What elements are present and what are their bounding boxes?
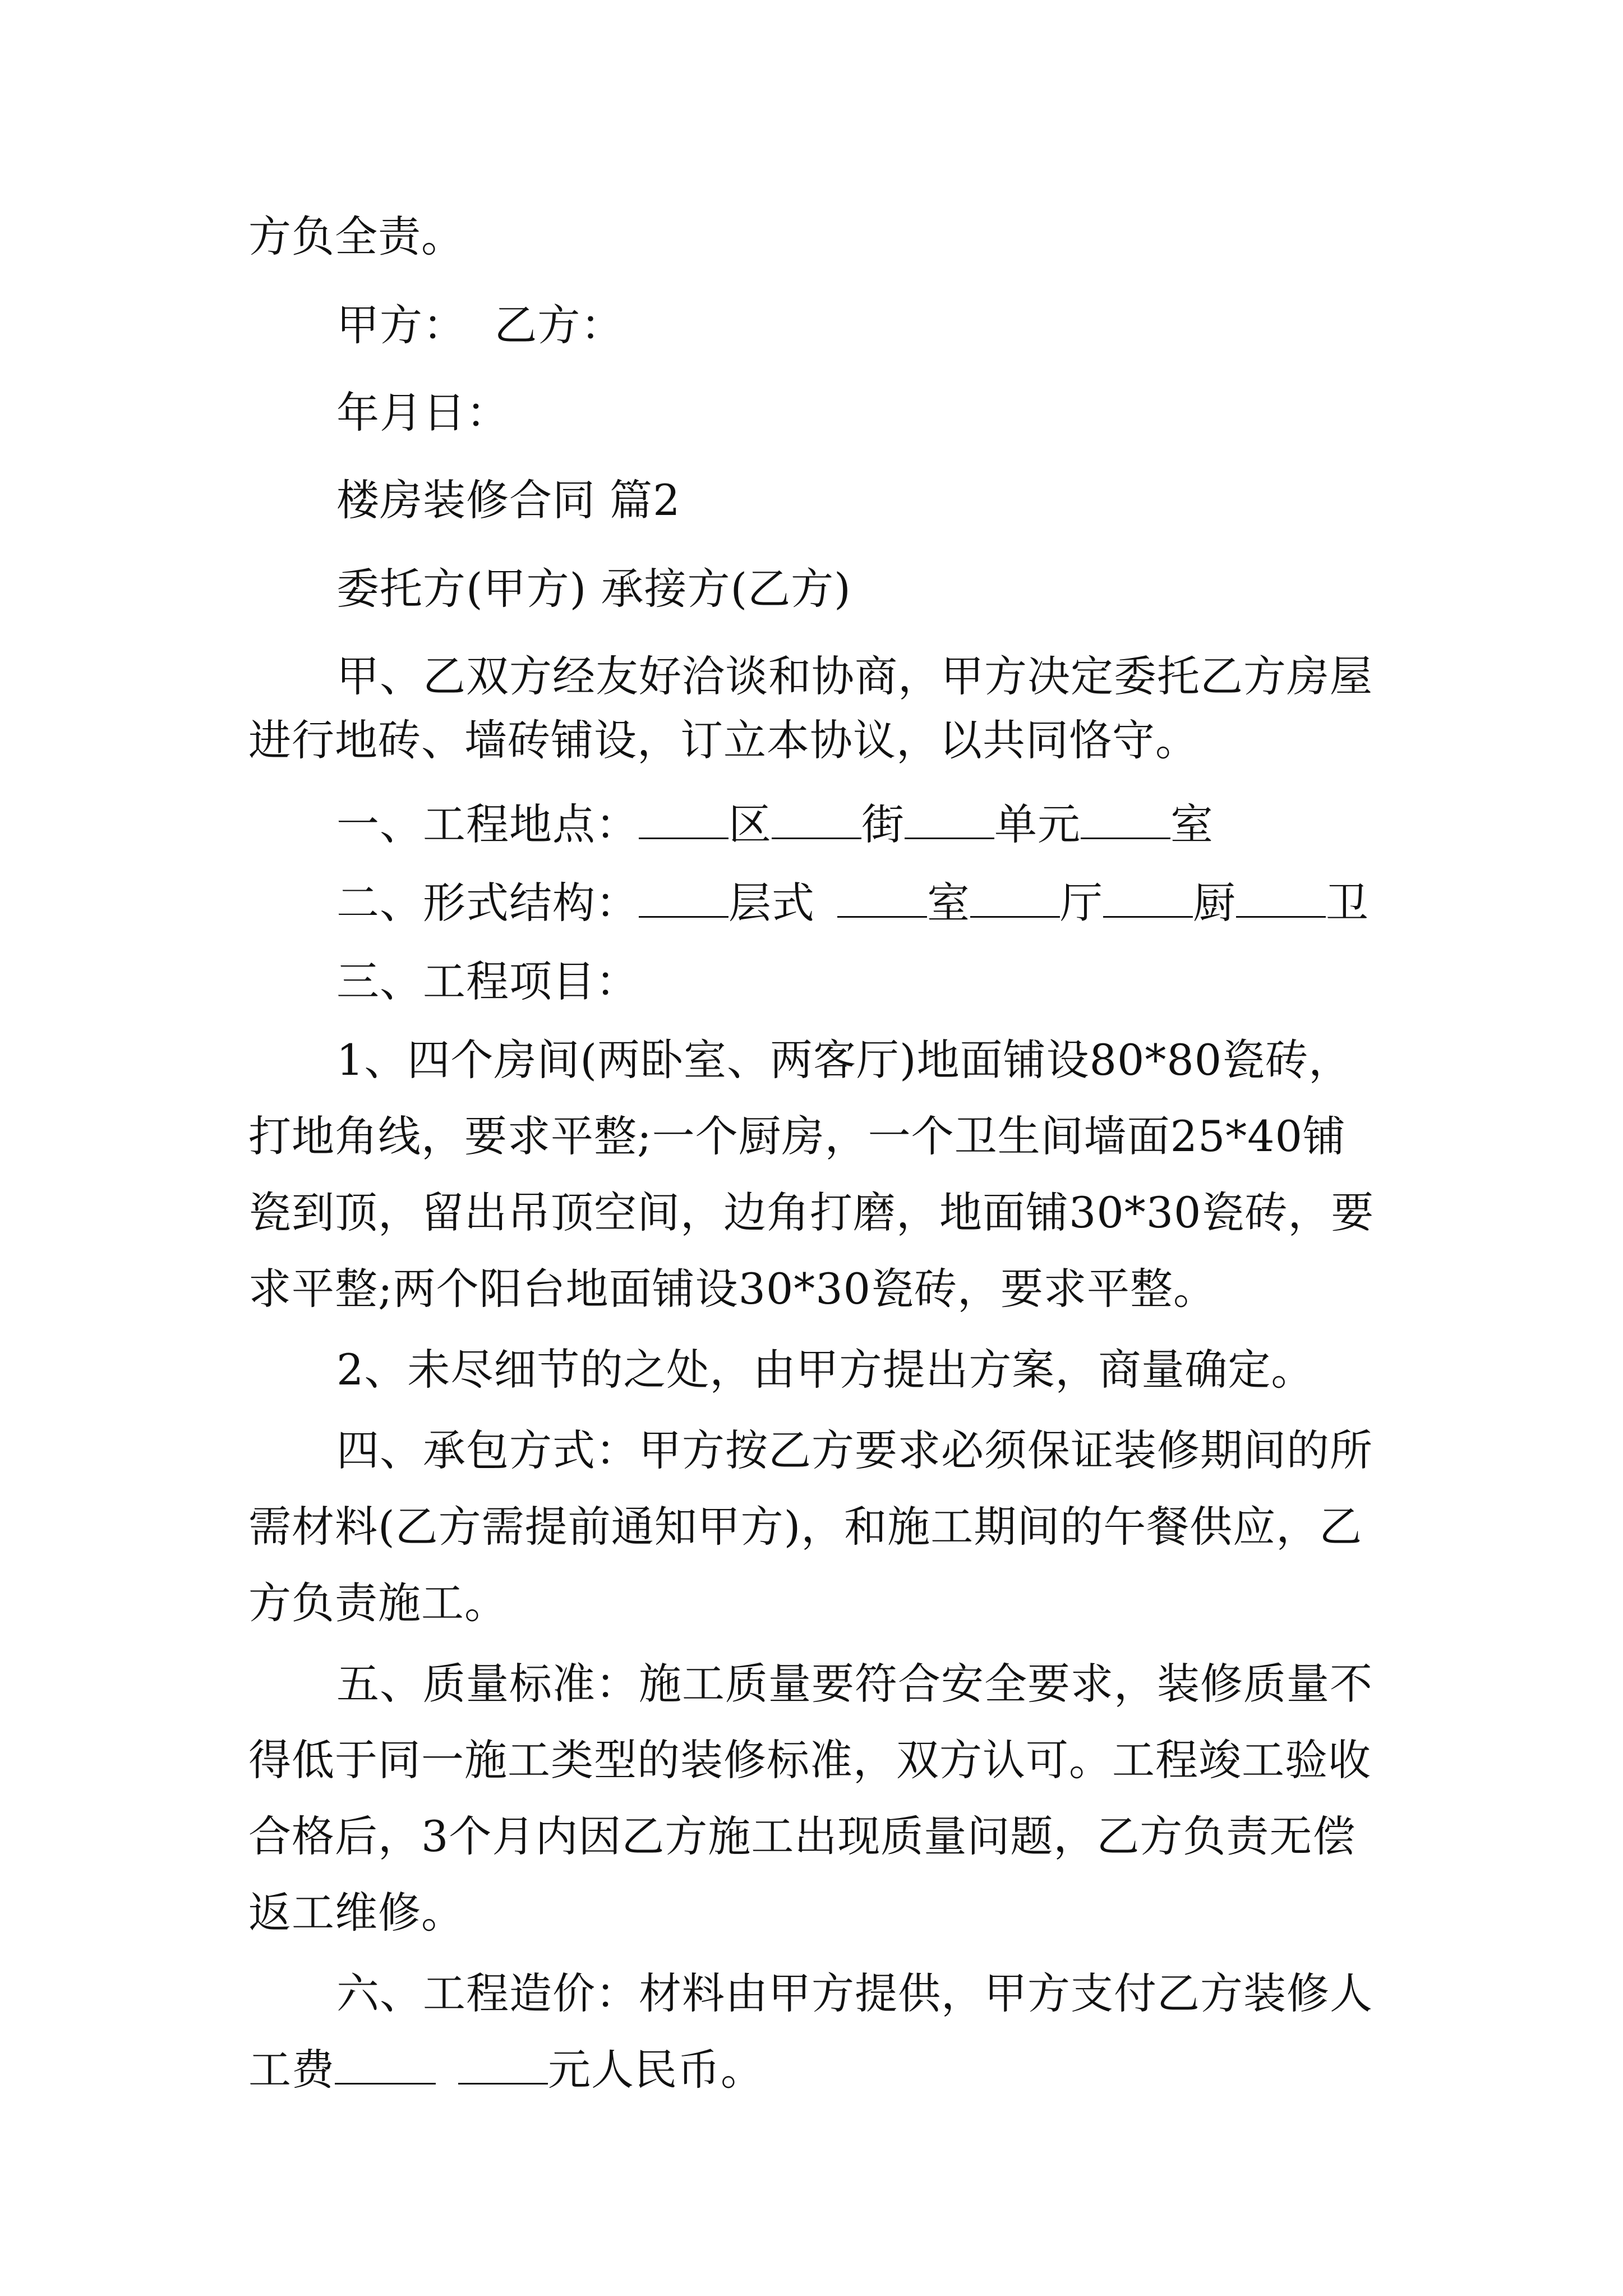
structure-form-line — [336, 875, 1369, 931]
quality-standard-line-1: 五、质量标准：施工质量要符合安全要求，装修质量不 — [336, 1659, 1373, 1709]
floor-type-blank — [639, 880, 728, 918]
bathroom-blank — [1236, 880, 1326, 918]
contract-method-line-1: 四、承包方式：甲方按乙方要求必须保证装修期间的所 — [336, 1425, 1373, 1475]
district-label: 区 — [728, 799, 772, 849]
labor-fee-blank-1 — [335, 2047, 436, 2085]
street-label: 街 — [861, 799, 905, 849]
item-1-line-4: 求平整;两个阳台地面铺设30*30瓷砖，要求平整。 — [248, 1264, 1217, 1314]
room-blank — [1081, 802, 1170, 839]
project-location-label: 一、工程地点： — [336, 799, 639, 849]
paragraph-intro-line-1: 甲、乙双方经友好洽谈和协商，甲方决定委托乙方房屋 — [336, 651, 1373, 701]
project-cost-line-2 — [248, 2042, 764, 2098]
hall-label: 厅 — [1060, 878, 1103, 928]
text-line-responsibility: 方负全责。 — [248, 211, 464, 261]
quality-standard-line-4: 返工维修。 — [248, 1888, 464, 1938]
labor-fee-label: 工费 — [248, 2045, 335, 2095]
quality-standard-line-3: 合格后，3个月内因乙方施工出现质量问题，乙方负责无偿 — [248, 1811, 1356, 1861]
hall-blank — [970, 880, 1060, 918]
project-items-heading: 三、工程项目： — [336, 956, 639, 1006]
signature-parties-line: 甲方： 乙方： — [336, 300, 624, 350]
kitchen-label: 厨 — [1193, 878, 1236, 928]
item-2-line: 2、未尽细节的之处，由甲方提出方案，商量确定。 — [336, 1345, 1315, 1395]
parties-line: 委托方(甲方) 承接方(乙方) — [336, 564, 851, 614]
project-location-line — [336, 797, 1214, 853]
contract-method-line-3: 方负责施工。 — [248, 1578, 508, 1628]
item-1-line-2: 打地角线，要求平整;一个厨房，一个卫生间墙面25*40铺 — [248, 1111, 1347, 1161]
project-cost-line-1: 六、工程造价：材料由甲方提供，甲方支付乙方装修人 — [336, 1968, 1373, 2018]
currency-label: 元人民币。 — [548, 2045, 764, 2095]
quality-standard-line-2: 得低于同一施工类型的装修标准，双方认可。工程竣工验收 — [248, 1735, 1371, 1785]
kitchen-blank — [1103, 880, 1193, 918]
item-1-line-1: 1、四个房间(两卧室、两客厅)地面铺设80*80瓷砖， — [336, 1035, 1352, 1085]
district-blank — [639, 802, 728, 839]
unit-label: 单元 — [994, 799, 1081, 849]
floor-type-label: 层式 — [728, 878, 815, 928]
contract-method-line-2: 需材料(乙方需提前通知甲方)，和施工期间的午餐供应，乙 — [248, 1502, 1363, 1552]
bedroom-label: 室 — [927, 878, 970, 928]
room-label: 室 — [1170, 799, 1214, 849]
unit-blank — [905, 802, 994, 839]
bathroom-label: 卫 — [1326, 878, 1369, 928]
paragraph-intro-line-2: 进行地砖、墙砖铺设，订立本协议，以共同恪守。 — [248, 715, 1198, 765]
item-1-line-3: 瓷到顶，留出吊顶空间，边角打磨，地面铺30*30瓷砖，要 — [248, 1188, 1375, 1237]
bedroom-blank — [837, 880, 927, 918]
section-title: 楼房装修合同 篇2 — [336, 475, 681, 525]
structure-form-label: 二、形式结构： — [336, 878, 639, 928]
labor-fee-blank-2 — [458, 2047, 548, 2085]
date-line: 年月日： — [336, 388, 509, 438]
street-blank — [772, 802, 861, 839]
